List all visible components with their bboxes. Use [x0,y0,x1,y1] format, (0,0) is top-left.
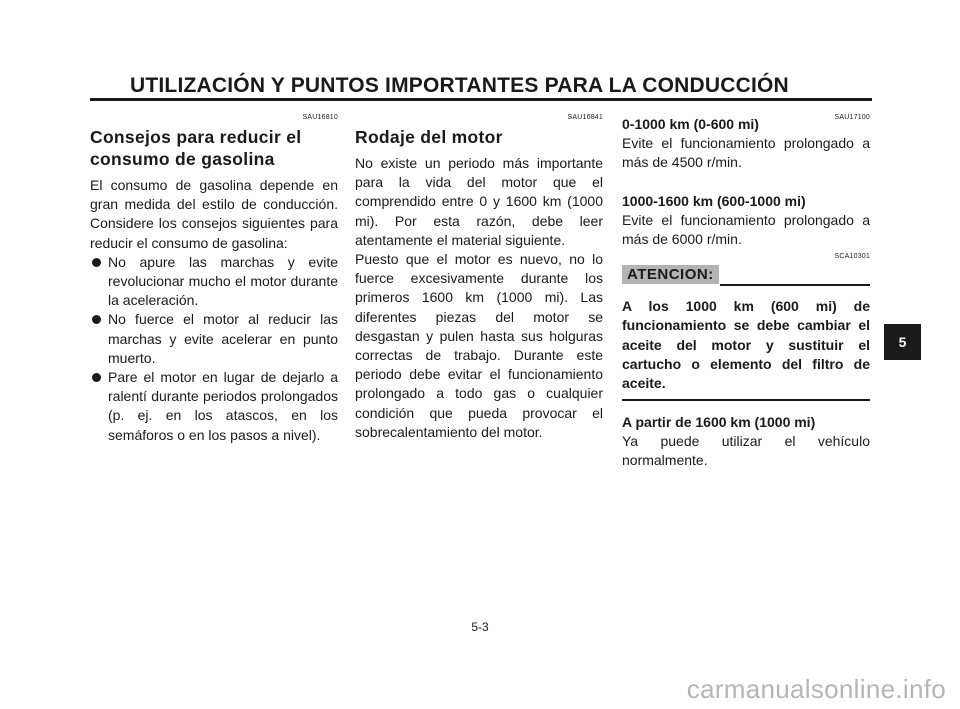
caution-rule [720,284,870,286]
title-rule [90,98,872,101]
stage-text: Evite el funcionamiento prolongado a más de 6000 r/min. [622,211,870,248]
caution-text: A los 1000 km (600 mi) de funcionamiento se debe cambiar el aceite del motor y sustituir el cartucho o elemento del filtro de aceite. [622,298,870,392]
breakin-paragraph: No existe un periodo más importante para la vida del motor que el comprendido entre 0 y 1600 km (1000 mi). Por esta razón, debe leer atentamente el material siguiente. [355,155,603,248]
caution-label: ATENCION: [622,265,719,284]
list-item [92,368,338,445]
page-title: UTILIZACIÓN Y PUNTOS IMPORTANTES PARA LA CONDUCCIÓN [130,74,789,97]
spacer [622,173,870,192]
chapter-tab: 5 [884,324,921,360]
section-title-line: Consejos para reducir el [90,127,302,147]
caution-end-rule [622,399,870,401]
bullet-icon [92,373,101,382]
tip-text: Pare el motor en lugar de dejarlo a ralentí durante periodos prolongados (p. ej. en los atascos, en los semáforos o en los pasos a nivel). [108,369,338,443]
stage-text: Evite el funcionamiento prolongado a más de 4500 r/min. [622,135,870,171]
caution-box [622,253,870,285]
tip-text: No fuerce el motor al reducir las marchas y evite acelerar en punto muerto. [108,311,338,366]
section-code: SAU17100 [834,114,870,121]
section-code: SAU16841 [567,114,603,121]
section-title-line: consumo de gasolina [90,149,275,169]
tip-text: No apure las marchas y evite revolucionar mucho el motor durante la aceleración. [108,253,338,309]
bullet-icon [92,258,101,267]
page-number: 5-3 [471,620,489,634]
stage-heading: 1000-1600 km (600-1000 mi) [622,192,806,209]
stage-text: Ya puede utilizar el vehículo normalmente. [622,432,870,469]
list-item [92,253,338,311]
caution-code: SCA10301 [834,253,870,261]
fuel-intro: El consumo de gasolina depende en gran medida del estilo de conducción. Considere los consejos siguientes para reducir el consumo de gasolina: [90,177,338,251]
section-title [90,126,338,170]
stage-heading: A partir de 1600 km (1000 mi) [622,413,816,430]
breakin-section [355,113,603,442]
stages-section [622,113,870,470]
stage-heading: 0-1000 km (0-600 mi) [622,116,759,132]
fuel-section [90,113,338,445]
breakin-paragraph: Puesto que el motor es nuevo, no lo fuerce excesivamente durante los primeros 1600 km (1000 mi). Las diferentes piezas del motor se desgastan y pulen hasta sus holguras correctas de trabajo. Durante este periodo debe evitar el funcionamiento prolongado a todo gas o cualquier condición que pueda provocar el sobrecalentamiento del motor. [355,251,603,440]
bullet-icon [92,315,101,324]
section-code: SAU16810 [302,114,338,121]
section-title: Rodaje del motor [355,127,503,147]
list-item [92,310,338,368]
watermark: carmanualsonline.info [686,674,946,704]
fuel-tips-list [92,253,338,445]
